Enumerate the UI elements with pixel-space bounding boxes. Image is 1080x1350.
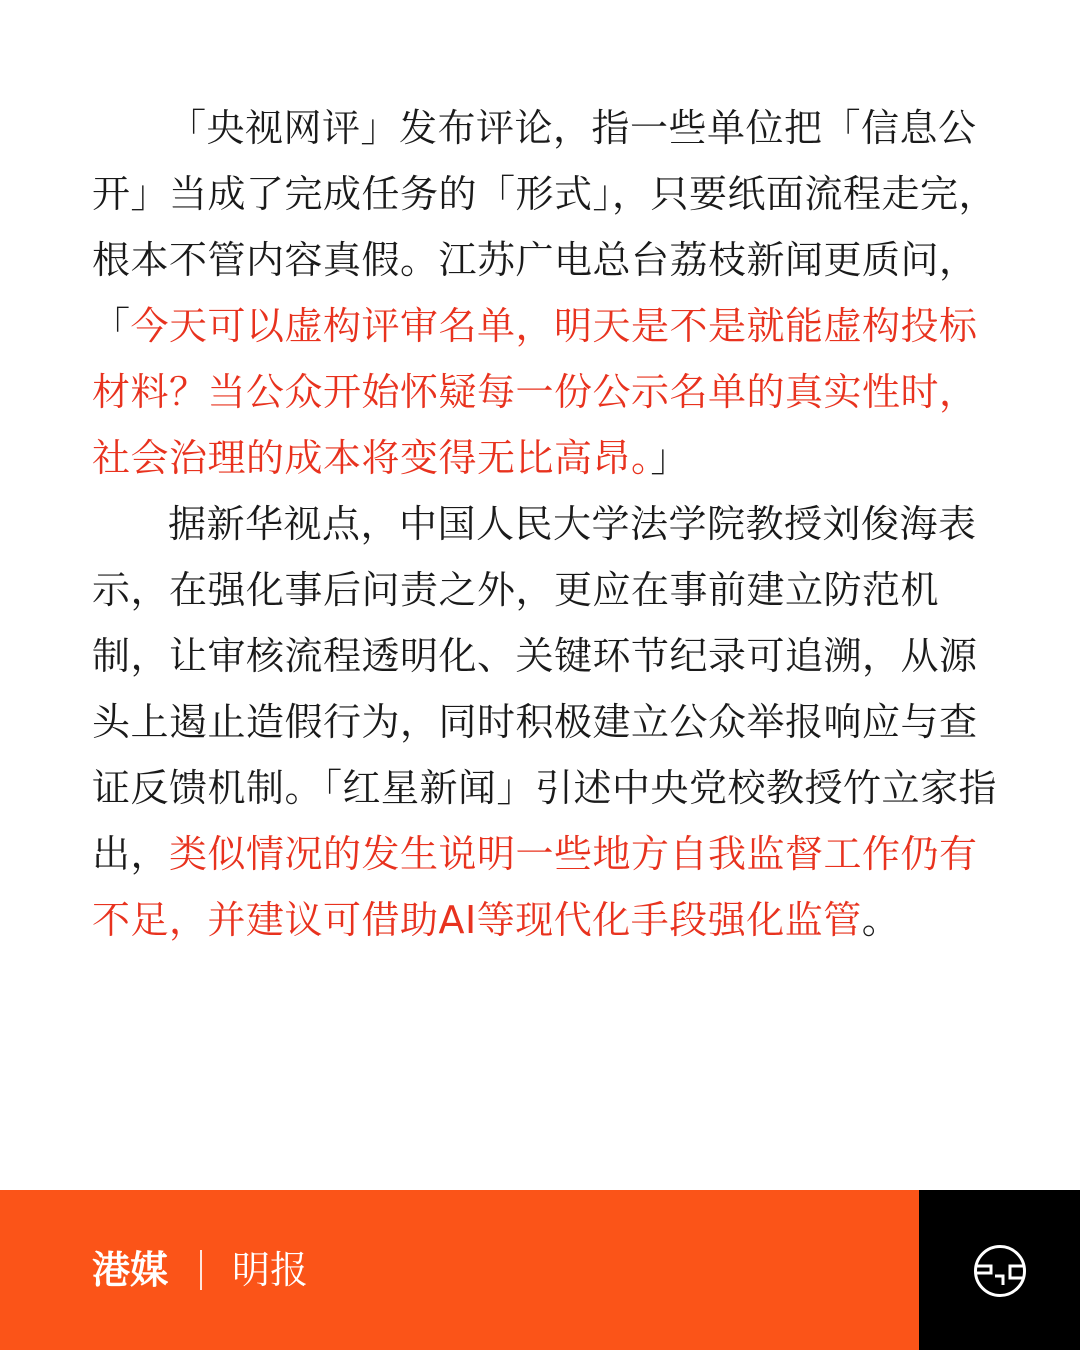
paragraph-1-text-a: 「央视网评」发布评论，指一些单位把「信息公开」当成了完成任务的「形式」，只要纸面流程走完，根本不管内容真假。江苏广电总台荔枝新闻更质问，「: [92, 106, 998, 348]
footer-divider: [200, 1250, 202, 1290]
footer-bar: [0, 1190, 919, 1350]
footer: [0, 1190, 1080, 1350]
footer-source: 明报: [232, 1248, 309, 1292]
article-body: [92, 95, 1007, 953]
footer-logo-box: [919, 1190, 1080, 1350]
paragraph-1-text-b: 」: [650, 436, 690, 480]
brand-logo-icon: [973, 1244, 1027, 1298]
paragraph-1-highlight: 今天可以虚构评审名单，明天是不是就能虚构投标材料？当公众开始怀疑每一份公示名单的真实性时，社会治理的成本将变得无比高昂。: [92, 304, 978, 480]
paragraph-1: [92, 95, 1007, 491]
paragraph-2-highlight: 类似情况的发生说明一些地方自我监督工作仍有不足，并建议可借助AI等现代化手段强化监管: [92, 832, 978, 942]
footer-category: 港媒: [92, 1248, 169, 1292]
paragraph-2: [92, 491, 1007, 953]
paragraph-2-text-a: 据新华视点，中国人民大学法学院教授刘俊海表示，在强化事后问责之外，更应在事前建立防范机制，让审核流程透明化、关键环节纪录可追溯，从源头上遏止造假行为，同时积极建立公众举报响应与查证反馈机制。「红星新闻」引述中央党校教授竹立家指出，: [92, 502, 998, 876]
paragraph-2-text-b: 。: [861, 898, 901, 942]
